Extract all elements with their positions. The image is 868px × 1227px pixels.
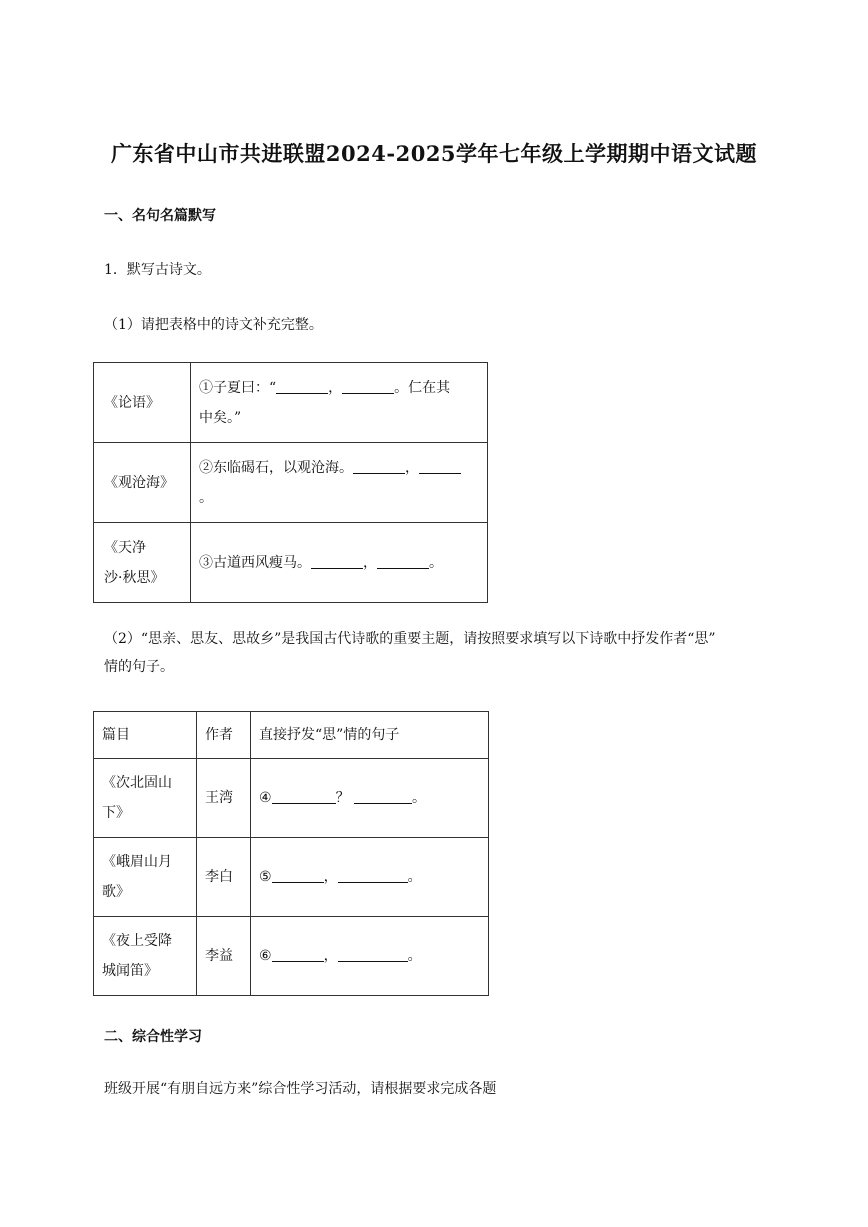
line-prefix: ①子夏曰：“ (199, 379, 277, 396)
document-title: 广东省中山市共进联盟2024-2025学年七年级上学期期中语文试题 (110, 141, 758, 166)
blank-field[interactable] (272, 864, 324, 883)
poem-title: 城闻笛》 (102, 963, 158, 979)
table-row (94, 523, 488, 603)
part1-instruction: （1）请把表格中的诗文补充完整。 (104, 317, 323, 333)
author-cell: 李益 (197, 917, 251, 996)
author-cell: 王湾 (197, 759, 251, 838)
poem-title: 《次北固山 (102, 775, 172, 791)
title-cell (94, 759, 197, 838)
table-row (94, 838, 489, 917)
blank-field[interactable] (342, 375, 394, 394)
fill-cell (191, 443, 488, 523)
table-row (94, 759, 489, 838)
line-suffix: 。仁在其 (394, 379, 451, 396)
poem-theme-table (93, 711, 489, 996)
instruction-line: （2）“思亲、思友、思故乡”是我国古代诗歌的重要主题，请按照要求填写以下诗歌中抒发作者“思” (104, 631, 716, 647)
fill-cell (191, 363, 488, 443)
poem-title: 歌》 (102, 884, 130, 900)
blank-field[interactable] (338, 943, 408, 962)
line-suffix: 中矣。” (199, 409, 242, 426)
source-name: 《观沧海》 (104, 474, 174, 491)
source-cell (94, 363, 191, 443)
blank-field[interactable] (311, 550, 363, 569)
title-cell (94, 838, 197, 917)
column-header: 直接抒发“思”情的句子 (251, 712, 489, 759)
poem-title: 《夜上受降 (102, 933, 172, 949)
table-row (94, 443, 488, 523)
line-suffix: 。 (199, 489, 213, 506)
circled-number: ⑤ (259, 869, 272, 885)
poem-title: 下》 (102, 805, 130, 821)
source-cell (94, 523, 191, 603)
separator: ， (363, 554, 377, 571)
question-stem: 1．默写古诗文。 (104, 262, 211, 278)
title-cell (94, 917, 197, 996)
line-suffix: 。 (407, 948, 422, 964)
source-cell (94, 443, 191, 523)
separator: ， (323, 869, 338, 885)
separator: ？ (335, 790, 350, 806)
section-intro: 班级开展“有朋自远方来”综合性学习活动，请根据要求完成各题 (104, 1081, 497, 1097)
source-name: 《天净 (104, 539, 146, 556)
circled-number: ④ (259, 790, 272, 806)
poem-fill-table (93, 362, 488, 603)
table-row (94, 363, 488, 443)
instruction-line: 情的句子。 (104, 659, 174, 675)
fill-cell (191, 523, 488, 603)
circled-number: ⑥ (259, 948, 272, 964)
source-name: 沙·秋思》 (104, 569, 165, 586)
author-cell: 李白 (197, 838, 251, 917)
poem-title: 《峨眉山月 (102, 854, 172, 870)
blank-field[interactable] (377, 550, 429, 569)
fill-cell (251, 759, 489, 838)
fill-cell (251, 838, 489, 917)
table-row (94, 917, 489, 996)
line-prefix: ②东临碣石，以观沧海。 (199, 459, 353, 476)
line-suffix: 。 (407, 869, 422, 885)
blank-field[interactable] (353, 455, 405, 474)
blank-field[interactable] (276, 375, 328, 394)
table-header-row (94, 712, 489, 759)
blank-field[interactable] (354, 785, 412, 804)
separator: ， (328, 379, 343, 396)
section-heading: 二、综合性学习 (104, 1029, 202, 1045)
column-header: 作者 (197, 712, 251, 759)
source-name: 《论语》 (104, 394, 160, 411)
fill-cell (251, 917, 489, 996)
blank-field[interactable] (272, 943, 324, 962)
line-suffix: 。 (412, 790, 427, 806)
part2-instruction (104, 625, 774, 681)
section-heading: 一、名句名篇默写 (104, 208, 216, 224)
blank-field[interactable] (272, 785, 336, 804)
blank-field[interactable] (419, 455, 461, 474)
blank-field[interactable] (338, 864, 408, 883)
separator: ， (323, 948, 338, 964)
column-header: 篇目 (94, 712, 197, 759)
line-prefix: ③古道西风瘦马。 (199, 554, 311, 571)
separator: ， (405, 459, 419, 476)
line-suffix: 。 (429, 554, 443, 571)
